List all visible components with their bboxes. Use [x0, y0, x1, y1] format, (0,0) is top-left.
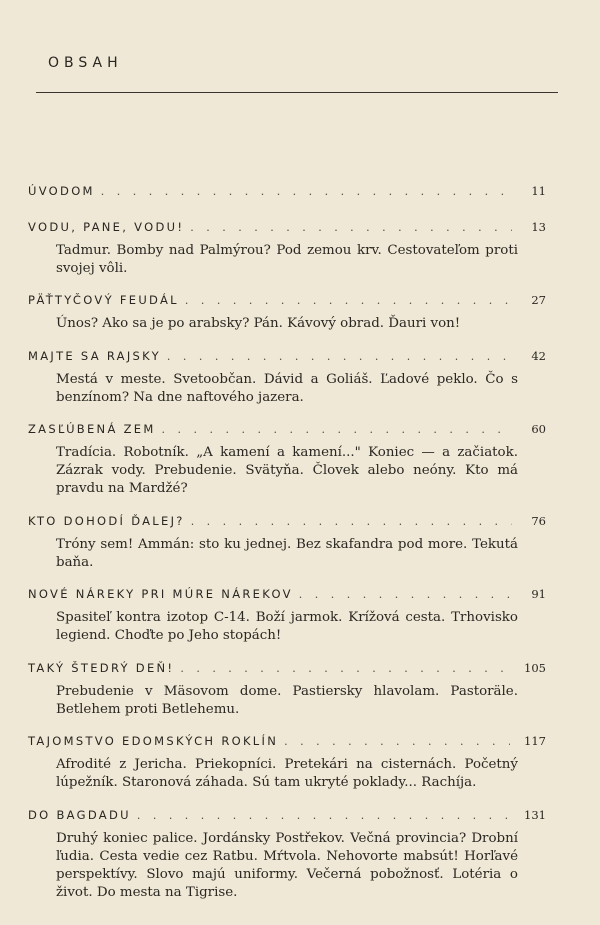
dot-leader	[101, 185, 512, 198]
chapter-entry	[28, 293, 546, 333]
page-number: 27	[531, 293, 546, 307]
page-number: 117	[524, 734, 546, 748]
dot-leader	[162, 423, 512, 436]
chapter-title: ZASĽÚBENÁ ZEM	[28, 422, 156, 436]
dot-leader	[185, 294, 512, 307]
chapter-subtopics: Druhý koniec palice. Jordánsky Postřekov. Večná provincia? Drobní ľudia. Cesta vedie cez Ratbu. Mŕtvola. Nehovorte mabsút! Horľavé perspektívy. Slovo majú uniformy. Večerná pobožnosť. Lotéria o život. Do mesta na Tigrise.	[56, 830, 518, 900]
page-number: 11	[531, 184, 546, 198]
chapter-title: TAJOMSTVO EDOMSKÝCH ROKLÍN	[28, 734, 279, 748]
dot-leader	[137, 809, 510, 822]
page-number: 91	[531, 587, 546, 601]
page-number: 60	[531, 422, 546, 436]
chapter-entry	[28, 219, 546, 278]
chapter-title: DO BAGDADU	[28, 807, 131, 822]
chapter-title: VODU, PANE, VODU!	[28, 219, 185, 234]
dot-leader	[191, 515, 512, 528]
chapter-subtopics: Tróny sem! Ammán: sto ku jednej. Bez skafandra pod more. Tekutá baňa.	[56, 536, 518, 570]
page-number: 42	[531, 348, 546, 363]
chapter-title: TAKÝ ŠTEDRÝ DEŇ!	[28, 660, 175, 675]
chapter-entry	[28, 734, 546, 792]
dot-leader	[299, 588, 512, 601]
page-number: 131	[524, 807, 546, 822]
heading-rule	[36, 92, 558, 93]
page-number: 13	[531, 219, 546, 234]
dot-leader	[180, 662, 510, 675]
chapter-entry	[28, 348, 546, 407]
dot-leader	[190, 221, 512, 234]
page-number: 76	[531, 513, 546, 528]
chapter-entry	[28, 660, 546, 719]
chapter-title: MAJTE SA RAJSKY	[28, 348, 161, 363]
chapter-title: KTO DOHODÍ ĎALEJ?	[28, 513, 185, 528]
chapter-title: ÚVODOM	[28, 184, 95, 198]
chapter-entry	[28, 807, 546, 902]
chapter-subtopics: Tradícia. Robotník. „A kamení a kamení..." Koniec — a začiatok. Zázrak vody. Prebudenie. Svätyňa. Človek alebo neóny. Kto má pravdu na Mardžé?	[56, 445, 518, 496]
chapter-subtopics: Prebudenie v Mäsovom dome. Pastiersky hlavolam. Pastoräle. Betlehem proti Betlehemu.	[56, 683, 518, 717]
dot-leader	[167, 350, 512, 363]
chapter-subtopics: Spasiteľ kontra izotop C-14. Boží jarmok. Krížová cesta. Trhovisko legiend. Choďte po Jeho stopách!	[56, 610, 518, 643]
toc-heading: OBSAH	[48, 55, 123, 71]
chapter-subtopics: Afrodité z Jericha. Priekopníci. Pretekári na cisternách. Početný lúpežník. Staronová záhada. Sú tam ukryté poklady... Rachíja.	[56, 757, 518, 790]
page-number: 105	[524, 660, 546, 675]
chapter-entry	[28, 422, 546, 498]
chapter-subtopics: Únos? Ako sa je po arabsky? Pán. Kávový obrad. Ďauri von!	[56, 316, 461, 331]
chapter-list	[28, 184, 546, 917]
chapter-title: PÄŤTYČOVÝ FEUDÁL	[28, 293, 179, 307]
chapter-subtopics: Tadmur. Bomby nad Palmýrou? Pod zemou krv. Cestovateľom proti svojej vôli.	[56, 242, 518, 276]
chapter-entry	[28, 513, 546, 572]
chapter-entry	[28, 587, 546, 645]
dot-leader	[284, 735, 510, 748]
chapter-subtopics: Mestá v meste. Svetoobčan. Dávid a Goliáš. Ľadové peklo. Čo s benzínom? Na dne naftového jazera.	[56, 371, 518, 405]
chapter-entry	[28, 184, 546, 204]
chapter-title: NOVÉ NÁREKY PRI MÚRE NÁREKOV	[28, 587, 293, 601]
